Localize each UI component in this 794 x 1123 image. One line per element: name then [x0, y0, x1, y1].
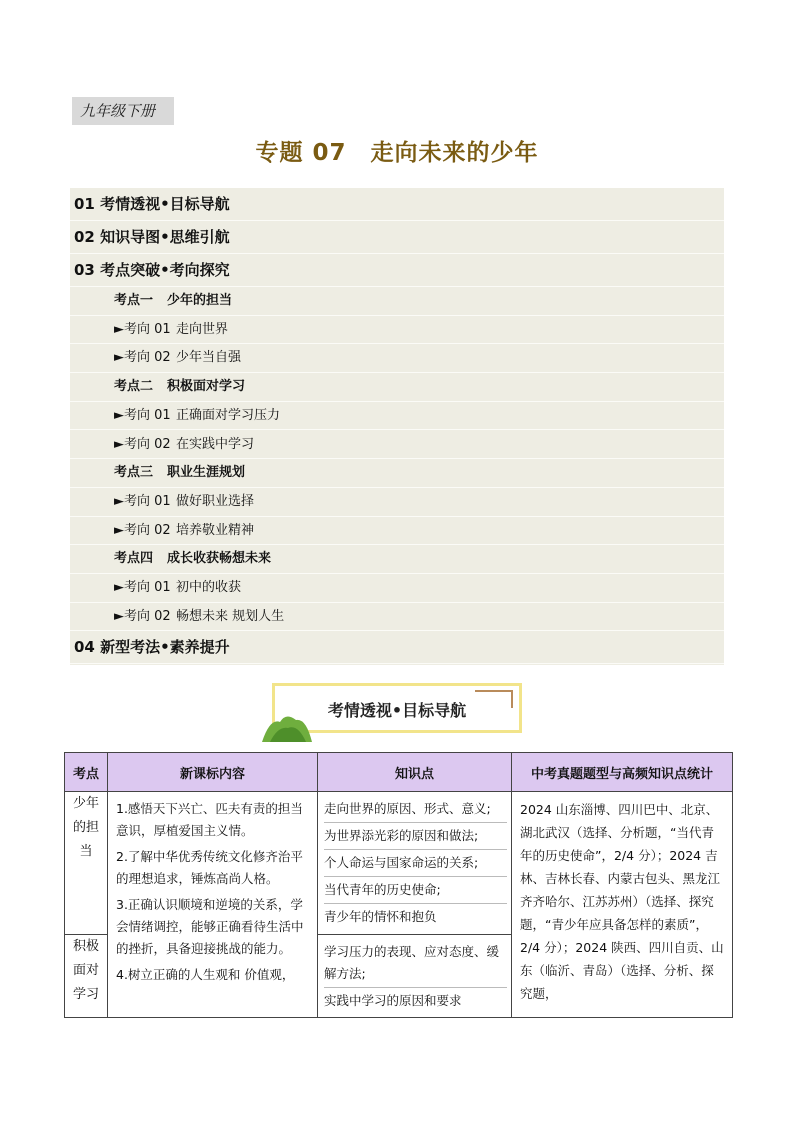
toc-item-text: 正确面对学习压力: [176, 407, 281, 423]
header-statistics: 中考真题题型与高频知识点统计: [512, 753, 733, 792]
toc-topic[interactable]: [70, 545, 724, 574]
toc-item-label: ►考向 02: [114, 436, 171, 452]
toc-item-label: ►考向 01: [114, 321, 171, 337]
toc-item-text: 积极面对学习: [167, 379, 246, 395]
knowledge-item: 当代青年的历史使命;: [324, 879, 507, 904]
toc-item-label: ►考向 02: [114, 350, 171, 366]
statistics-cell: 2024 山东淄博、四川巴中、北京、湖北武汉（选择、分析题，“当代青年的历史使命”，2/4 分）；2024 吉林、吉林长春、内蒙古包头、黑龙江齐齐哈尔、江苏苏州）（选择、探究题，“青少年应具备怎样的素质”，2/4 分）；2024 陕西、四川自贡、山东（临沂、青岛）（选择、分析、探究题，: [512, 792, 733, 1018]
curriculum-item: 4.树立正确的人生观和 价值观，: [116, 967, 295, 982]
header-knowledge: 知识点: [318, 753, 512, 792]
topic-cell-2: 积极 面对 学习: [65, 935, 108, 1018]
toc-section-label: 04 新型考法•素养提升: [74, 638, 230, 657]
knowledge-item: 青少年的情怀和抱负: [324, 909, 437, 924]
toc-section[interactable]: [70, 254, 724, 287]
curriculum-item: 2.了解中华优秀传统文化修齐治平的理想追求，锤炼高尚人格。: [116, 849, 303, 886]
document-title: 专题 07 走向未来的少年: [255, 140, 539, 166]
exam-statistics-table: [64, 752, 733, 1018]
toc-item-label: ►考向 01: [114, 580, 171, 595]
topic-cell-1: 少年 的担 当: [65, 792, 108, 935]
curriculum-item: 3.正确认识顺境和逆境的关系，学会情绪调控，能够正确看待生活中的挫折，具备迎接挑战的能力。: [116, 897, 304, 956]
toc-subtopic[interactable]: [70, 488, 724, 517]
banner-title: 考情透视•目标导航: [327, 701, 467, 720]
toc-item-label: ►考向 01: [114, 407, 171, 423]
table-row: [65, 792, 733, 935]
toc-item-text: 成长收获畅想未来: [167, 551, 272, 567]
toc-subtopic[interactable]: [70, 316, 724, 345]
toc-subtopic[interactable]: [70, 603, 724, 632]
toc-item-label: 考点三: [114, 465, 154, 481]
toc-section[interactable]: [70, 188, 724, 221]
toc-topic[interactable]: [70, 287, 724, 316]
toc-subtopic[interactable]: [70, 344, 724, 373]
toc-section-label: 02 知识导图•思维引航: [74, 228, 230, 246]
curriculum-cell: [108, 792, 318, 1018]
toc-subtopic[interactable]: [70, 431, 724, 460]
toc-item-text: 走向世界: [176, 321, 229, 337]
knowledge-item: 学习压力的表现、应对态度、缓解方法;: [324, 941, 507, 988]
toc-item-label: ►考向 02: [114, 522, 171, 538]
toc-item-text: 初中的收获: [176, 580, 242, 595]
toc-item-label: ►考向 01: [114, 493, 171, 509]
toc-subtopic[interactable]: [70, 574, 724, 603]
toc-item-label: 考点四: [114, 551, 154, 567]
toc-item-text: 畅想未来 规划人生: [176, 608, 285, 624]
toc-item-label: 考点二: [114, 379, 154, 395]
knowledge-cell-2: [318, 935, 512, 1018]
toc-section-label: 03 考点突破•考向探究: [74, 261, 230, 279]
toc-item-text: 做好职业选择: [176, 493, 255, 509]
toc-item-text: 少年的担当: [167, 293, 233, 308]
toc-item-text: 培养敬业精神: [176, 522, 255, 538]
toc-section-label: 01 考情透视•目标导航: [74, 195, 230, 213]
hill-icon: [262, 712, 312, 742]
toc-item-label: ►考向 02: [114, 608, 171, 624]
knowledge-item: 为世界添光彩的原因和做法;: [324, 825, 507, 850]
toc-item-label: 考点一: [114, 293, 154, 308]
knowledge-item: 走向世界的原因、形式、意义;: [324, 798, 507, 823]
toc-section[interactable]: [70, 221, 724, 254]
toc-topic[interactable]: [70, 373, 724, 402]
toc-item-text: 职业生涯规划: [167, 465, 246, 481]
knowledge-item: 实践中学习的原因和要求: [324, 993, 462, 1008]
toc-subtopic[interactable]: [70, 402, 724, 431]
toc-item-text: 少年当自强: [176, 350, 242, 366]
grade-tag: 九年级下册: [72, 97, 174, 125]
toc-section[interactable]: [70, 631, 724, 664]
toc-subtopic[interactable]: [70, 517, 724, 546]
banner-decoration: [475, 690, 511, 692]
table-of-contents: [70, 188, 724, 665]
knowledge-cell-1: [318, 792, 512, 935]
toc-topic[interactable]: [70, 459, 724, 488]
knowledge-item: 个人命运与国家命运的关系;: [324, 852, 507, 877]
table-header-row: [65, 753, 733, 792]
header-curriculum: 新课标内容: [108, 753, 318, 792]
toc-item-text: 在实践中学习: [176, 436, 255, 452]
curriculum-item: 1.感悟天下兴亡、匹夫有责的担当意识，厚植爱国主义情。: [116, 801, 303, 838]
header-topic: 考点: [65, 753, 108, 792]
